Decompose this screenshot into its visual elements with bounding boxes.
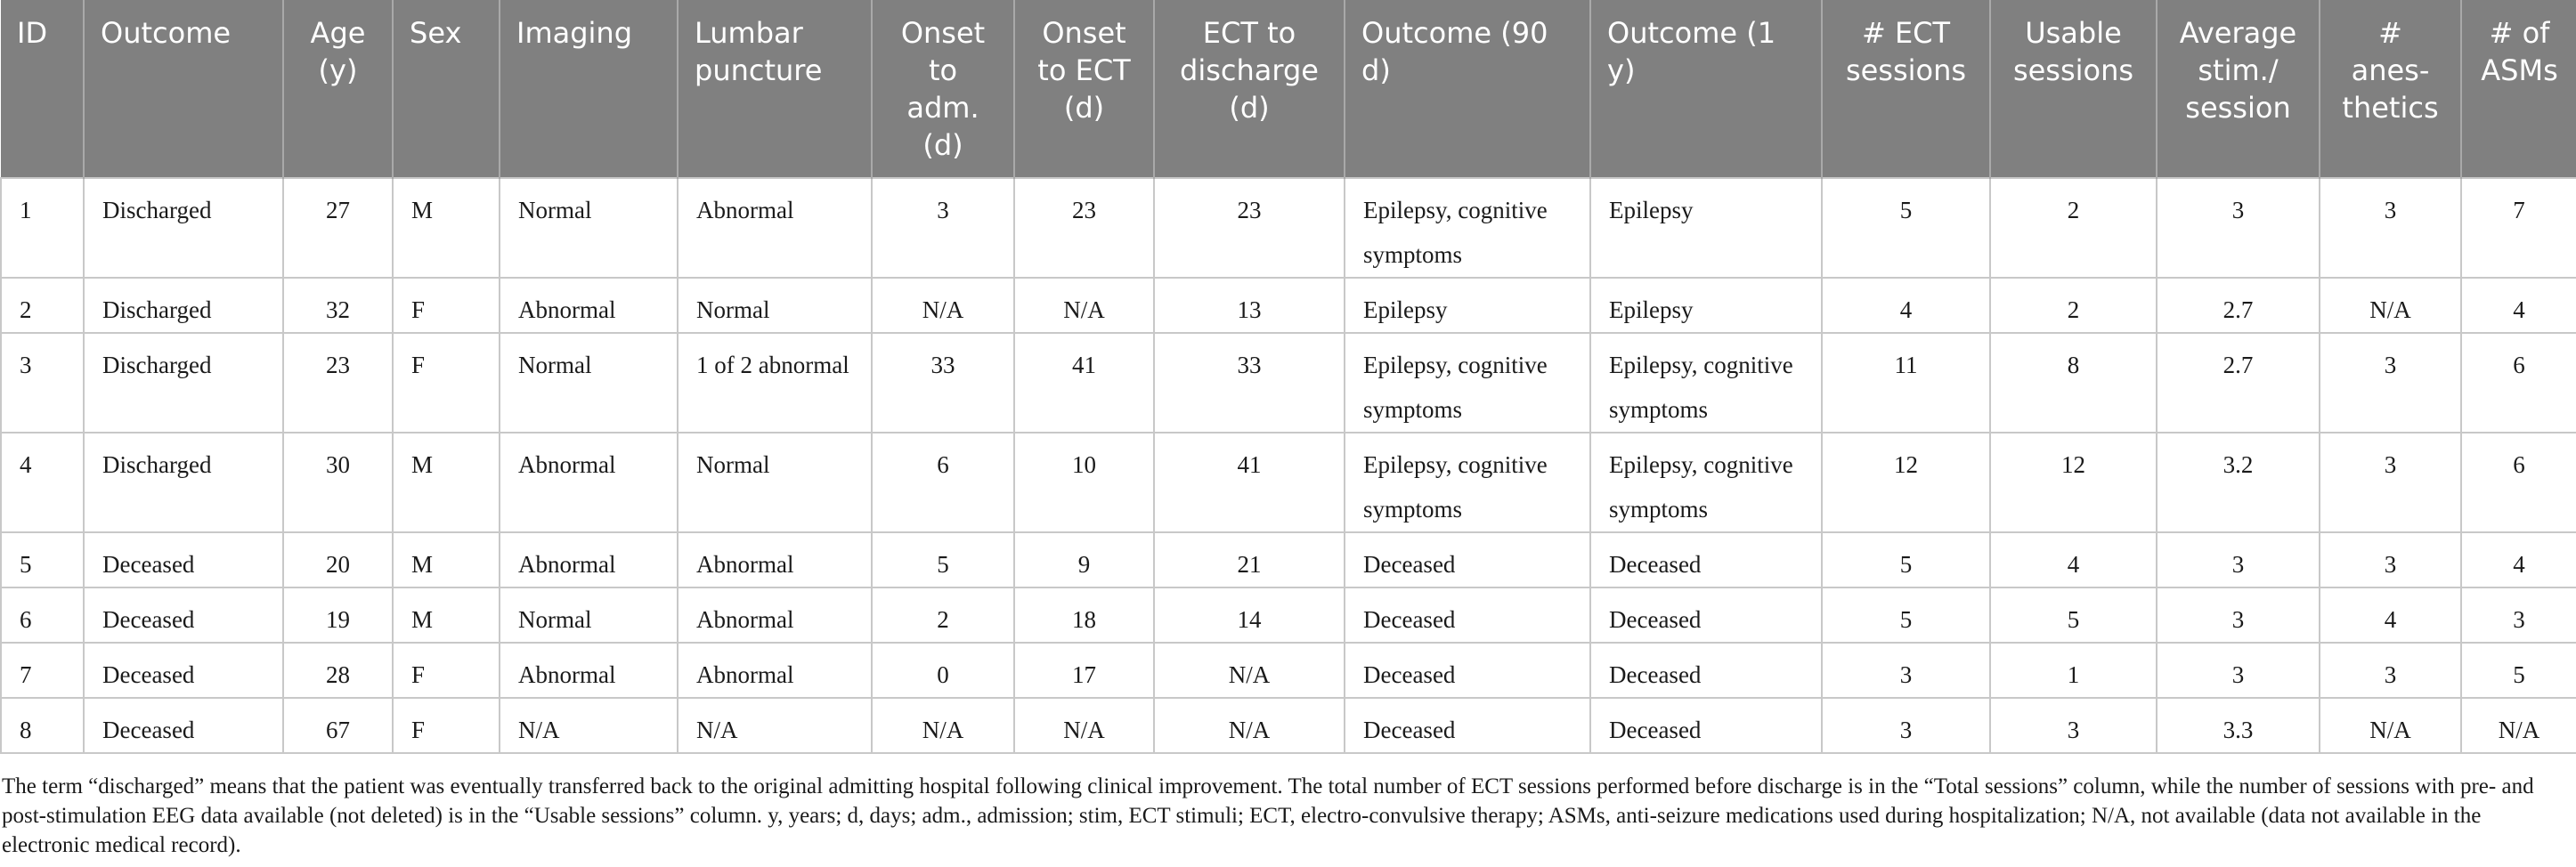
- cell-ect-to-discharge: 33: [1154, 333, 1345, 433]
- cell-outcome: Discharged: [84, 278, 283, 333]
- table-header: [1, 0, 2576, 178]
- cell-outcome: Discharged: [84, 433, 283, 532]
- cell-outcome: Discharged: [84, 178, 283, 278]
- table-row: [1, 698, 2576, 753]
- cell-lumbar-puncture: Abnormal: [678, 587, 872, 643]
- cell-imaging: Abnormal: [500, 643, 678, 698]
- cell-sex: M: [393, 532, 500, 587]
- cell-average-stim: 3.3: [2157, 698, 2320, 753]
- table-row: [1, 278, 2576, 333]
- cell-onset-to-ect: 41: [1014, 333, 1154, 433]
- cell-onset-to-ect: 23: [1014, 178, 1154, 278]
- cell-outcome-90d: Epilepsy, cognitive symptoms: [1345, 433, 1590, 532]
- cell-asms: 3: [2461, 587, 2576, 643]
- cell-id: 3: [1, 333, 84, 433]
- cell-outcome-1y: Epilepsy, cognitive symptoms: [1590, 433, 1822, 532]
- cell-onset-to-ect: 9: [1014, 532, 1154, 587]
- cell-lumbar-puncture: N/A: [678, 698, 872, 753]
- cell-ect-sessions: 4: [1822, 278, 1990, 333]
- header-lumbar-puncture: Lumbar puncture: [678, 0, 872, 178]
- header-outcome-90d: Outcome (90 d): [1345, 0, 1590, 178]
- cell-outcome-90d: Deceased: [1345, 587, 1590, 643]
- cell-age: 30: [283, 433, 393, 532]
- header-onset-to-adm: Onset to adm. (d): [872, 0, 1014, 178]
- cell-outcome-90d: Deceased: [1345, 532, 1590, 587]
- cell-ect-sessions: 5: [1822, 532, 1990, 587]
- cell-onset-to-adm: 33: [872, 333, 1014, 433]
- cell-sex: F: [393, 643, 500, 698]
- cell-sex: M: [393, 587, 500, 643]
- cell-usable-sessions: 5: [1990, 587, 2157, 643]
- cell-ect-to-discharge: N/A: [1154, 698, 1345, 753]
- cell-asms: N/A: [2461, 698, 2576, 753]
- cell-ect-to-discharge: N/A: [1154, 643, 1345, 698]
- cell-asms: 6: [2461, 433, 2576, 532]
- cell-onset-to-adm: 3: [872, 178, 1014, 278]
- cell-sex: F: [393, 333, 500, 433]
- cell-anesthetics: 3: [2320, 333, 2461, 433]
- cell-asms: 6: [2461, 333, 2576, 433]
- cell-onset-to-adm: 5: [872, 532, 1014, 587]
- cell-age: 19: [283, 587, 393, 643]
- cell-outcome-90d: Epilepsy, cognitive symptoms: [1345, 178, 1590, 278]
- cell-asms: 4: [2461, 532, 2576, 587]
- cell-imaging: Normal: [500, 178, 678, 278]
- header-row: [1, 0, 2576, 178]
- cell-ect-to-discharge: 21: [1154, 532, 1345, 587]
- cell-outcome-1y: Deceased: [1590, 587, 1822, 643]
- cell-average-stim: 2.7: [2157, 333, 2320, 433]
- table-row: [1, 643, 2576, 698]
- table-row: [1, 532, 2576, 587]
- header-imaging: Imaging: [500, 0, 678, 178]
- cell-outcome-90d: Epilepsy, cognitive symptoms: [1345, 333, 1590, 433]
- cell-id: 6: [1, 587, 84, 643]
- cell-age: 32: [283, 278, 393, 333]
- cell-ect-sessions: 3: [1822, 698, 1990, 753]
- cell-ect-sessions: 11: [1822, 333, 1990, 433]
- cell-asms: 4: [2461, 278, 2576, 333]
- cell-lumbar-puncture: Abnormal: [678, 643, 872, 698]
- cell-anesthetics: 4: [2320, 587, 2461, 643]
- cell-ect-sessions: 5: [1822, 178, 1990, 278]
- cell-outcome-90d: Deceased: [1345, 698, 1590, 753]
- cell-outcome-1y: Deceased: [1590, 698, 1822, 753]
- cell-onset-to-adm: N/A: [872, 698, 1014, 753]
- cell-imaging: Abnormal: [500, 278, 678, 333]
- header-sex: Sex: [393, 0, 500, 178]
- cell-ect-to-discharge: 23: [1154, 178, 1345, 278]
- cell-outcome: Deceased: [84, 532, 283, 587]
- cell-outcome: Deceased: [84, 643, 283, 698]
- cell-usable-sessions: 2: [1990, 178, 2157, 278]
- cell-anesthetics: 3: [2320, 433, 2461, 532]
- cell-ect-to-discharge: 14: [1154, 587, 1345, 643]
- cell-onset-to-ect: N/A: [1014, 278, 1154, 333]
- cell-sex: F: [393, 278, 500, 333]
- cell-imaging: Normal: [500, 333, 678, 433]
- table-row: [1, 333, 2576, 433]
- cell-lumbar-puncture: Normal: [678, 278, 872, 333]
- cell-age: 28: [283, 643, 393, 698]
- cell-onset-to-ect: N/A: [1014, 698, 1154, 753]
- header-anesthetics: # anes-thetics: [2320, 0, 2461, 178]
- cell-onset-to-adm: 0: [872, 643, 1014, 698]
- table-row: [1, 587, 2576, 643]
- cell-average-stim: 2.7: [2157, 278, 2320, 333]
- cell-age: 20: [283, 532, 393, 587]
- cell-usable-sessions: 4: [1990, 532, 2157, 587]
- cell-id: 7: [1, 643, 84, 698]
- cell-onset-to-ect: 18: [1014, 587, 1154, 643]
- cell-ect-sessions: 3: [1822, 643, 1990, 698]
- cell-lumbar-puncture: 1 of 2 abnormal: [678, 333, 872, 433]
- cell-outcome-1y: Epilepsy: [1590, 178, 1822, 278]
- cell-anesthetics: 3: [2320, 643, 2461, 698]
- cell-asms: 5: [2461, 643, 2576, 698]
- cell-lumbar-puncture: Abnormal: [678, 532, 872, 587]
- cell-ect-to-discharge: 41: [1154, 433, 1345, 532]
- cell-average-stim: 3: [2157, 587, 2320, 643]
- cell-anesthetics: 3: [2320, 532, 2461, 587]
- cell-id: 2: [1, 278, 84, 333]
- cell-average-stim: 3: [2157, 643, 2320, 698]
- cell-onset-to-adm: 6: [872, 433, 1014, 532]
- cell-anesthetics: 3: [2320, 178, 2461, 278]
- table-body: [1, 178, 2576, 753]
- cell-usable-sessions: 1: [1990, 643, 2157, 698]
- header-ect-to-discharge: ECT to discharge (d): [1154, 0, 1345, 178]
- cell-outcome-1y: Epilepsy: [1590, 278, 1822, 333]
- header-ect-sessions: # ECT sessions: [1822, 0, 1990, 178]
- cell-ect-to-discharge: 13: [1154, 278, 1345, 333]
- cell-sex: F: [393, 698, 500, 753]
- cell-id: 4: [1, 433, 84, 532]
- cell-imaging: N/A: [500, 698, 678, 753]
- cell-outcome-1y: Epilepsy, cognitive symptoms: [1590, 333, 1822, 433]
- cell-ect-sessions: 12: [1822, 433, 1990, 532]
- cell-usable-sessions: 3: [1990, 698, 2157, 753]
- cell-outcome-90d: Deceased: [1345, 643, 1590, 698]
- cell-imaging: Abnormal: [500, 532, 678, 587]
- cell-lumbar-puncture: Normal: [678, 433, 872, 532]
- cell-lumbar-puncture: Abnormal: [678, 178, 872, 278]
- cell-id: 1: [1, 178, 84, 278]
- cell-age: 27: [283, 178, 393, 278]
- cell-sex: M: [393, 433, 500, 532]
- cell-outcome-90d: Epilepsy: [1345, 278, 1590, 333]
- cell-outcome-1y: Deceased: [1590, 643, 1822, 698]
- cell-usable-sessions: 12: [1990, 433, 2157, 532]
- header-outcome: Outcome: [84, 0, 283, 178]
- cell-sex: M: [393, 178, 500, 278]
- header-asms: # of ASMs: [2461, 0, 2576, 178]
- cell-onset-to-ect: 17: [1014, 643, 1154, 698]
- cell-imaging: Abnormal: [500, 433, 678, 532]
- header-id: ID: [17, 16, 48, 50]
- cell-average-stim: 3.2: [2157, 433, 2320, 532]
- header-usable-sessions: Usable sessions: [1990, 0, 2157, 178]
- cell-asms: 7: [2461, 178, 2576, 278]
- cell-usable-sessions: 2: [1990, 278, 2157, 333]
- cell-onset-to-adm: 2: [872, 587, 1014, 643]
- cell-id: 5: [1, 532, 84, 587]
- header-onset-to-ect: Onset to ECT (d): [1014, 0, 1154, 178]
- header-age: Age (y): [283, 0, 393, 178]
- cell-average-stim: 3: [2157, 178, 2320, 278]
- cell-anesthetics: N/A: [2320, 698, 2461, 753]
- header-average-stim: Average stim./ session: [2157, 0, 2320, 178]
- cell-average-stim: 3: [2157, 532, 2320, 587]
- cell-age: 67: [283, 698, 393, 753]
- cell-usable-sessions: 8: [1990, 333, 2157, 433]
- table-footnote: The term “discharged” means that the patient was eventually transferred back to the original admitting hospital following clinical improvement. The total number of ECT sessions performed before discharge is in the “Total sessions” column, while the number of sessions with pre- and post-stimulation EEG data available (not deleted) is in the “Usable sessions” column. y, years; d, days; adm., admission; stim, ECT stimuli; ECT, electro-convulsive therapy; ASMs, anti-seizure medications used during hospitalization; N/A, not available (data not available in the electronic medical record).: [2, 774, 2534, 857]
- cell-ect-sessions: 5: [1822, 587, 1990, 643]
- cell-outcome: Deceased: [84, 698, 283, 753]
- cell-onset-to-ect: 10: [1014, 433, 1154, 532]
- header-outcome-1y: Outcome (1 y): [1590, 0, 1822, 178]
- cell-imaging: Normal: [500, 587, 678, 643]
- table-row: [1, 433, 2576, 532]
- cell-outcome: Discharged: [84, 333, 283, 433]
- cell-id: 8: [1, 698, 84, 753]
- cell-outcome-1y: Deceased: [1590, 532, 1822, 587]
- cell-outcome: Deceased: [84, 587, 283, 643]
- table-row: [1, 178, 2576, 278]
- cell-onset-to-adm: N/A: [872, 278, 1014, 333]
- cell-age: 23: [283, 333, 393, 433]
- cell-anesthetics: N/A: [2320, 278, 2461, 333]
